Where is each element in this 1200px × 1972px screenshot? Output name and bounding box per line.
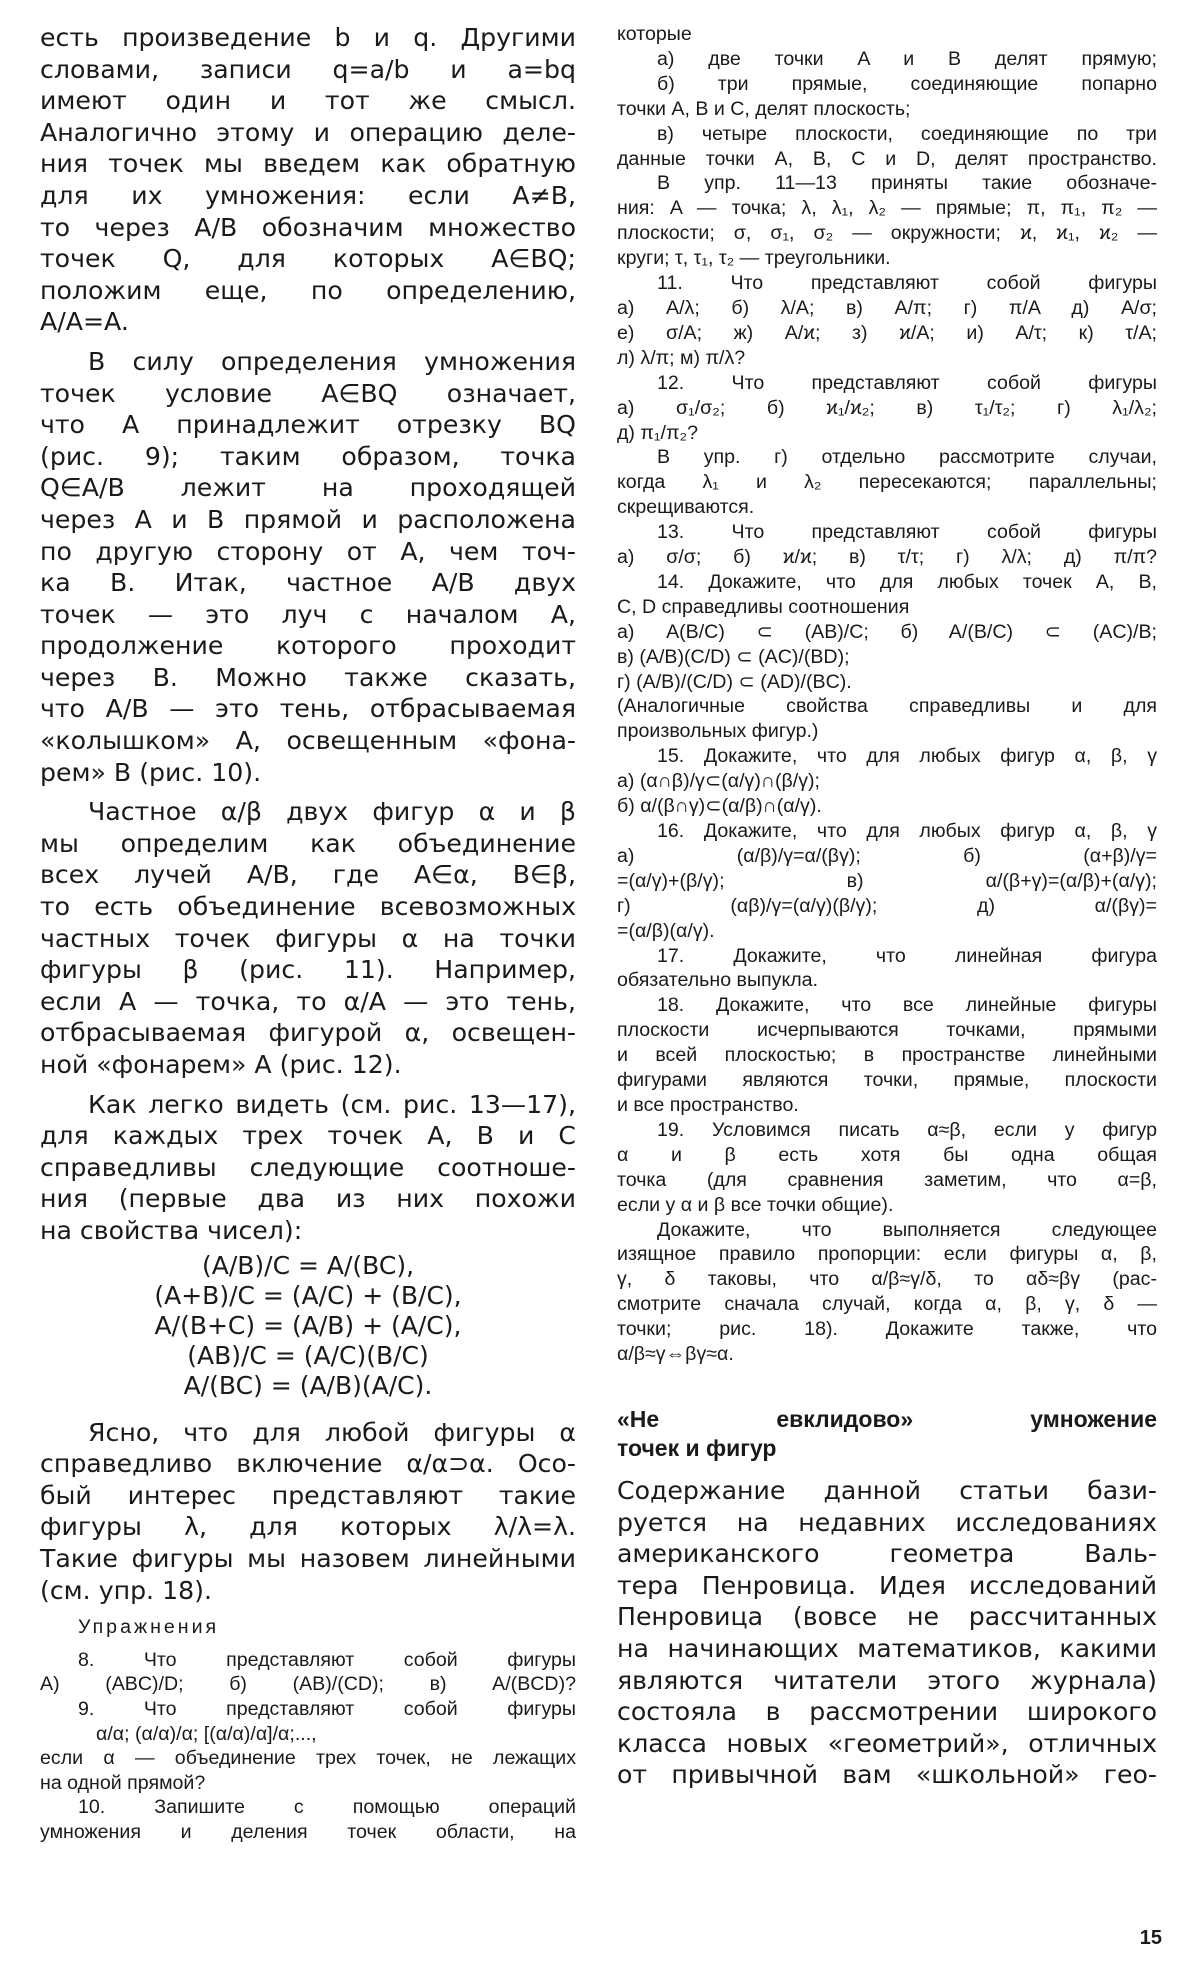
text-line: ния (первые два из них похожи (40, 1184, 576, 1214)
text-line: 12. Что представляют собой фигуры (657, 371, 1157, 394)
page-number: 15 (1139, 1927, 1162, 1949)
text-line: (Аналогичные свойства справедливы и для (617, 695, 1157, 718)
text-line: на начинающих математиков, какими (617, 1633, 1157, 1663)
text-line: справедливо включение α/α⊃α. Осо- (40, 1449, 576, 1479)
text-line: плоскости; σ, σ₁, σ₂ — окружности; ϰ, ϰ₁, ϰ₂ — (617, 222, 1157, 245)
text-line: В силу определения умножения (88, 346, 576, 376)
equation: A/(B+C) = (A/B) + (A/C), (154, 1310, 462, 1340)
text-line: имеют один и тот же смысл. (40, 86, 576, 116)
text-line: то есть объединение всевозможных (40, 892, 576, 922)
text-line: ной «фонарем» A (рис. 12). (40, 1050, 402, 1079)
text-line: б) α/(β∩γ)⊂(α/β)∩(α/γ). (617, 795, 822, 818)
text-line: 11. Что представляют собой фигуры (657, 272, 1157, 295)
text-line: что A/B — это тень, отбрасываемая (40, 694, 576, 724)
text-line: α/β≈γ⇔βγ≈α. (617, 1343, 734, 1366)
text-line: 18. Докажите, что все линейные фигуры (657, 994, 1157, 1017)
text-line: в) (A/B)(C/D) ⊂ (AC)/(BD); (617, 645, 850, 668)
text-line: для каждых трех точек A, B и C (40, 1121, 576, 1151)
text-line: а) (α∩β)/γ⊂(α/γ)∩(β/γ); (617, 770, 820, 793)
text-line: 16. Докажите, что для любых фигур α, β, γ (657, 820, 1157, 842)
text-line: состояла в рассмотрении широкого (617, 1697, 1157, 1727)
text-line: всех лучей A/B, где A∈α, B∈β, (40, 860, 576, 890)
text-line: положим еще, по определению, (40, 275, 576, 305)
text-line: 13. Что представляют собой фигуры (657, 521, 1157, 544)
text-line: американского геометра Валь- (617, 1539, 1157, 1569)
text-line: Аналогично этому и операцию деле- (40, 117, 576, 147)
text-line: от привычной вам «школьной» гео- (617, 1760, 1157, 1790)
text-line: данные точки A, B, C и D, делят пространство. (617, 147, 1157, 170)
text-line: фигуры λ, для которых λ/λ=λ. (40, 1512, 576, 1542)
text-line: (рис. 9); таким образом, точка (40, 441, 576, 471)
text-line: рем» B (рис. 10). (40, 757, 262, 787)
text-line: отбрасываемая фигурой α, освещен- (40, 1018, 576, 1048)
text-line: мы определим как объединение (40, 828, 576, 858)
text-line: точка (для сравнения заметим, что α=β, (617, 1168, 1157, 1191)
text-line: 14. Докажите, что для любых точек A, B, (657, 570, 1157, 593)
exercises-heading: Упражнения (78, 1616, 220, 1639)
exercises-list (40, 1648, 576, 1845)
text-line: «колышком» A, освещенным «фона- (40, 726, 576, 756)
text-line: если A — точка, то α/A — это тень, (40, 986, 576, 1016)
text-line: а) A(B/C) ⊂ (AB)/C; б) A/(B/C) ⊂ (AC)/B; (617, 620, 1157, 643)
heading-line: «Не евклидово» умножение (617, 1405, 1157, 1432)
text-line: Докажите, что выполняется следующее (657, 1218, 1157, 1241)
text-line: есть произведение b и q. Другими (40, 23, 576, 52)
text-line: то через A/B обозначим множество (40, 212, 576, 242)
text-line: Q∈A/B лежит на проходящей (40, 473, 576, 503)
text-line: В упр. г) отдельно рассмотрите случаи, (657, 446, 1157, 469)
text-line: (см. упр. 18). (40, 1575, 212, 1605)
exercise-line: 9. Что представляют собой фигуры (78, 1697, 576, 1720)
equation: (A/B)/C = A/(BC), (201, 1250, 415, 1280)
text-line: которые (617, 23, 692, 45)
text-line: б) три прямые, соединяющие попарно (657, 72, 1157, 95)
text-line: а) две точки A и B делят прямую; (657, 47, 1157, 70)
text-line: через A и B прямой и расположена (40, 504, 576, 534)
text-line: точки; рис. 18). Докажите также, что (617, 1318, 1157, 1341)
text-line: фигуры β (рис. 11). Например, (40, 955, 576, 985)
text-line: руется на недавних исследованиях (617, 1507, 1157, 1537)
text-line: а) σ₁/σ₂; б) ϰ₁/ϰ₂; в) τ₁/τ₂; г) λ₁/λ₂; (617, 396, 1157, 419)
equation: A/(BC) = (A/B)(A/C). (183, 1370, 433, 1400)
right-column (617, 22, 1157, 1791)
exercise-line: на одной прямой? (40, 1771, 206, 1794)
text-line: если у α и β все точки общие). (617, 1193, 894, 1216)
paragraph-division-definition (40, 22, 576, 338)
exercise-line: α/α; (α/α)/α; [(α/α)/α]/α;..., (96, 1722, 317, 1745)
text-line: д) π₁/π₂? (617, 421, 698, 444)
text-line: в) четыре плоскости, соединяющие по три (657, 122, 1157, 145)
text-line: 17. Докажите, что линейная фигура (657, 944, 1157, 967)
text-line: скрещиваются. (617, 496, 755, 519)
text-line: смотрите сначала случай, когда α, β, γ, δ — (617, 1293, 1157, 1316)
text-line: точек Q, для которых A∈BQ; (40, 244, 576, 274)
left-column (40, 22, 576, 1844)
text-line: ния точек мы введем как обратную (40, 149, 576, 179)
text-line: класса новых «геометрий», отличных (617, 1728, 1157, 1758)
exercise-line: умножения и деления точек области, на (40, 1820, 576, 1843)
text-line: фигурами являются точки, прямые, плоскости (617, 1069, 1157, 1092)
text-line: В упр. 11—13 приняты такие обозначе- (657, 172, 1157, 195)
text-line: бый интерес представляют такие (40, 1480, 576, 1510)
text-line: что A принадлежит отрезку BQ (40, 410, 576, 440)
text-line: A/A=A. (40, 307, 129, 337)
paragraph-figure-quotient (40, 796, 576, 1080)
text-line: и всей плоскостью; в пространстве линейными (617, 1044, 1157, 1067)
text-line: ния: A — точка; λ, λ₁, λ₂ — прямые; π, π₁, π₂ — (617, 197, 1157, 220)
text-line: α и β есть хотя бы одна общая (617, 1143, 1157, 1166)
text-line: а) A/λ; б) λ/A; в) A/π; г) π/A д) A/σ; (617, 296, 1157, 319)
text-line: и все пространство. (617, 1093, 799, 1116)
equation: (AB)/C = (A/C)(B/C) (187, 1340, 429, 1370)
text-line: =(α/β)(α/γ). (617, 919, 715, 942)
text-line: являются читатели этого журнала) (617, 1665, 1157, 1695)
text-line: круги; τ, τ₁, τ₂ — треугольники. (617, 247, 891, 270)
exercise-line: 8. Что представляют собой фигуры (78, 1648, 576, 1671)
text-line: г) (A/B)/(C/D) ⊂ (AD)/(BC). (617, 670, 852, 693)
text-line: когда λ₁ и λ₂ пересекаются; параллельны; (617, 471, 1157, 494)
exercise-line: 10. Запишите с помощью операций (78, 1796, 576, 1819)
text-line: обязательно выпукла. (617, 969, 819, 992)
exercise-line: если α — объединение трех точек, не лежащих (40, 1747, 576, 1770)
text-line: по другую сторону от A, чем точ- (40, 536, 576, 566)
text-line: для их умножения: если A≠B, (40, 180, 576, 210)
equation: (A+B)/C = (A/C) + (B/C), (154, 1280, 462, 1310)
text-line: точек — это луч с началом A, (40, 599, 576, 629)
text-line: 15. Докажите, что для любых фигур α, β, γ (657, 745, 1157, 768)
text-line: справедливы следующие соотноше- (40, 1152, 576, 1182)
section-heading (617, 1405, 1157, 1463)
text-line: =(α/γ)+(β/γ); в) α/(β+γ)=(α/β)+(α/γ); (617, 869, 1157, 892)
text-line: л) λ/π; м) π/λ? (617, 346, 746, 369)
text-line: плоскости исчерпываются точками, прямыми (617, 1019, 1157, 1042)
text-line: точки A, B и C, делят плоскость; (617, 97, 911, 120)
exercise-line: А) (ABC)/D; б) (AB)/(CD); в) A/(BCD)? (40, 1673, 576, 1696)
text-line: произвольных фигур.) (617, 720, 819, 743)
text-line: Ясно, что для любой фигуры α (88, 1417, 576, 1447)
paragraph-point-quotient (40, 346, 576, 788)
text-line: ка B. Итак, частное A/B двух (40, 568, 576, 598)
text-line: продолжение которого проходит (40, 631, 576, 661)
heading-line: точек и фигур (617, 1434, 777, 1461)
text-line: Пенровица (вовсе не рассчитанных (617, 1602, 1157, 1632)
equation-block (40, 1251, 576, 1401)
text-line: е) σ/A; ж) A/ϰ; з) ϰ/A; и) A/τ; к) τ/A; (617, 321, 1157, 344)
text-line: тера Пенровица. Идея исследований (617, 1570, 1157, 1600)
intro-paragraph (617, 1475, 1157, 1791)
text-line: через B. Можно также сказать, (40, 662, 576, 692)
text-line: словами, записи q=a/b и a=bq (40, 54, 576, 84)
text-line: г) (αβ)/γ=(α/γ)(β/γ); д) α/(βγ)= (617, 894, 1157, 917)
text-line: точек условие A∈BQ означает, (40, 378, 576, 408)
text-line: Содержание данной статьи бази- (617, 1475, 1157, 1505)
exercises-continued (617, 22, 1157, 1367)
text-line: 19. Условимся писать α≈β, если у фигур (657, 1118, 1157, 1141)
text-line: Частное α/β двух фигур α и β (88, 797, 576, 827)
text-line: частных точек фигуры α на точки (40, 923, 576, 953)
text-line: а) σ/σ; б) ϰ/ϰ; в) τ/τ; г) λ/λ; д) π/π? (617, 546, 1157, 569)
text-line: на свойства чисел): (40, 1215, 303, 1245)
text-line: Такие фигуры мы назовем линейными (40, 1543, 576, 1573)
text-line: Как легко видеть (см. рис. 13—17), (88, 1089, 576, 1119)
paragraph-relations (40, 1089, 576, 1247)
text-line: изящное правило пропорции: если фигуры α, β, (617, 1243, 1157, 1266)
text-line: C, D справедливы соотношения (617, 595, 910, 618)
text-line: γ, δ таковы, что α/β≈γ/δ, то αδ≈βγ (рас- (617, 1268, 1157, 1291)
paragraph-linear-figures (40, 1417, 576, 1607)
text-line: а) (α/β)/γ=α/(βγ); б) (α+β)/γ= (617, 844, 1157, 867)
